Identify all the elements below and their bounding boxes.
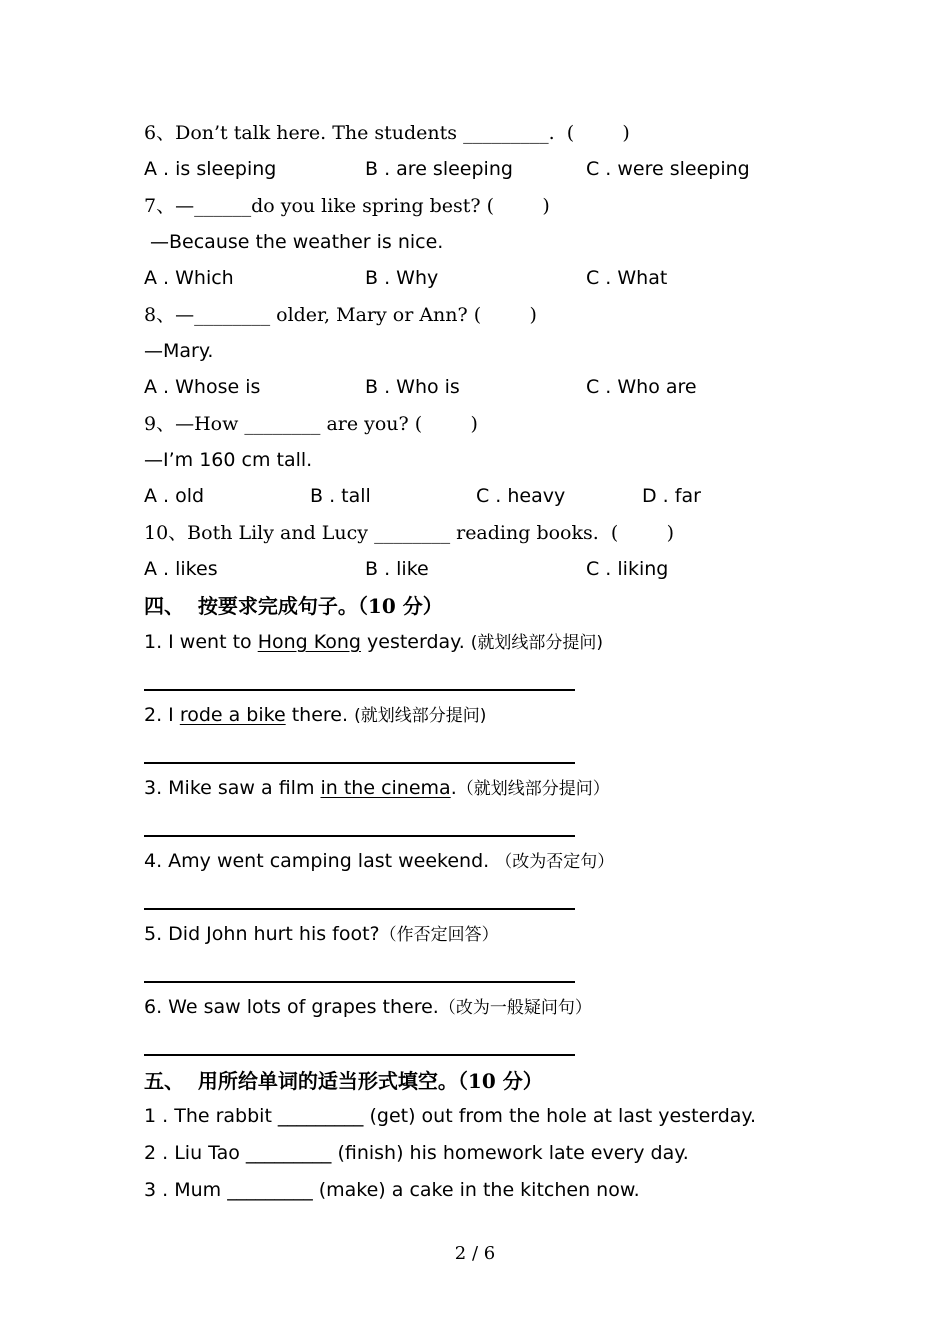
- q10-option-a: A . likes: [144, 558, 218, 580]
- q10-option-c: C . liking: [586, 558, 669, 580]
- q7-stem: 7、—______do you like spring best? ( ): [144, 195, 550, 217]
- q7-option-c: C . What: [586, 267, 668, 289]
- answer-line-5[interactable]: [144, 981, 575, 983]
- section5-title: 五、 用所给单词的适当形式填空。（10 分）: [144, 1069, 543, 1093]
- answer-line-3[interactable]: [144, 835, 575, 837]
- underlined-phrase: rode a bike: [179, 704, 286, 726]
- q9-option-a: A . old: [144, 485, 205, 507]
- q7-answer: —Because the weather is nice.: [150, 231, 444, 253]
- q8-option-a: A . Whose is: [144, 376, 261, 398]
- answer-line-6[interactable]: [144, 1054, 575, 1056]
- q9-option-b: B . tall: [310, 485, 371, 507]
- q8-stem: 8、—________ older, Mary or Ann? ( ): [144, 304, 537, 326]
- q8-answer: —Mary.: [144, 340, 214, 362]
- page-number: 2 / 6: [454, 1243, 496, 1264]
- q6-option-b: B . are sleeping: [365, 158, 513, 180]
- q8-option-b: B . Who is: [365, 376, 460, 398]
- q6-option-a: A . is sleeping: [144, 158, 277, 180]
- q7-option-a: A . Which: [144, 267, 234, 289]
- section5-item-2: 2 . Liu Tao _________ (finish) his homework late every day.: [144, 1142, 689, 1164]
- section5-item-3: 3 . Mum _________ (make) a cake in the kitchen now.: [144, 1179, 640, 1201]
- section5-item-1: 1 . The rabbit _________ (get) out from the hole at last yesterday.: [144, 1105, 757, 1127]
- section4-item-5: 5. Did John hurt his foot?（作否定回答）: [144, 923, 499, 945]
- q8-option-c: C . Who are: [586, 376, 697, 398]
- answer-line-4[interactable]: [144, 908, 575, 910]
- underlined-phrase: in the cinema: [320, 777, 451, 799]
- q9-stem: 9、—How ________ are you? ( ): [144, 413, 478, 435]
- q6-stem: 6、Don’t talk here. The students _________. ( ): [144, 122, 630, 144]
- q7-option-b: B . Why: [365, 267, 439, 289]
- answer-line-2[interactable]: [144, 762, 575, 764]
- q9-option-c: C . heavy: [476, 485, 566, 507]
- q10-stem: 10、Both Lily and Lucy ________ reading books. ( ): [144, 522, 675, 544]
- section4-item-3: 3. Mike saw a film in the cinema.（就划线部分提问）: [144, 777, 610, 799]
- section4-item-1: 1. I went to Hong Kong yesterday. (就划线部分提问): [144, 631, 604, 653]
- section4-item-6: 6. We saw lots of grapes there.（改为一般疑问句）: [144, 996, 592, 1018]
- q9-option-d: D . far: [642, 485, 701, 507]
- answer-line-1[interactable]: [144, 689, 575, 691]
- underlined-phrase: Hong Kong: [257, 631, 361, 653]
- section4-item-2: 2. I rode a bike there. (就划线部分提问): [144, 704, 487, 726]
- section4-item-4: 4. Amy went camping last weekend. （改为否定句）: [144, 850, 615, 872]
- section4-title: 四、 按要求完成句子。（10 分）: [144, 594, 443, 618]
- q10-option-b: B . like: [365, 558, 429, 580]
- q9-answer: —I’m 160 cm tall.: [144, 449, 313, 471]
- q6-option-c: C . were sleeping: [586, 158, 750, 180]
